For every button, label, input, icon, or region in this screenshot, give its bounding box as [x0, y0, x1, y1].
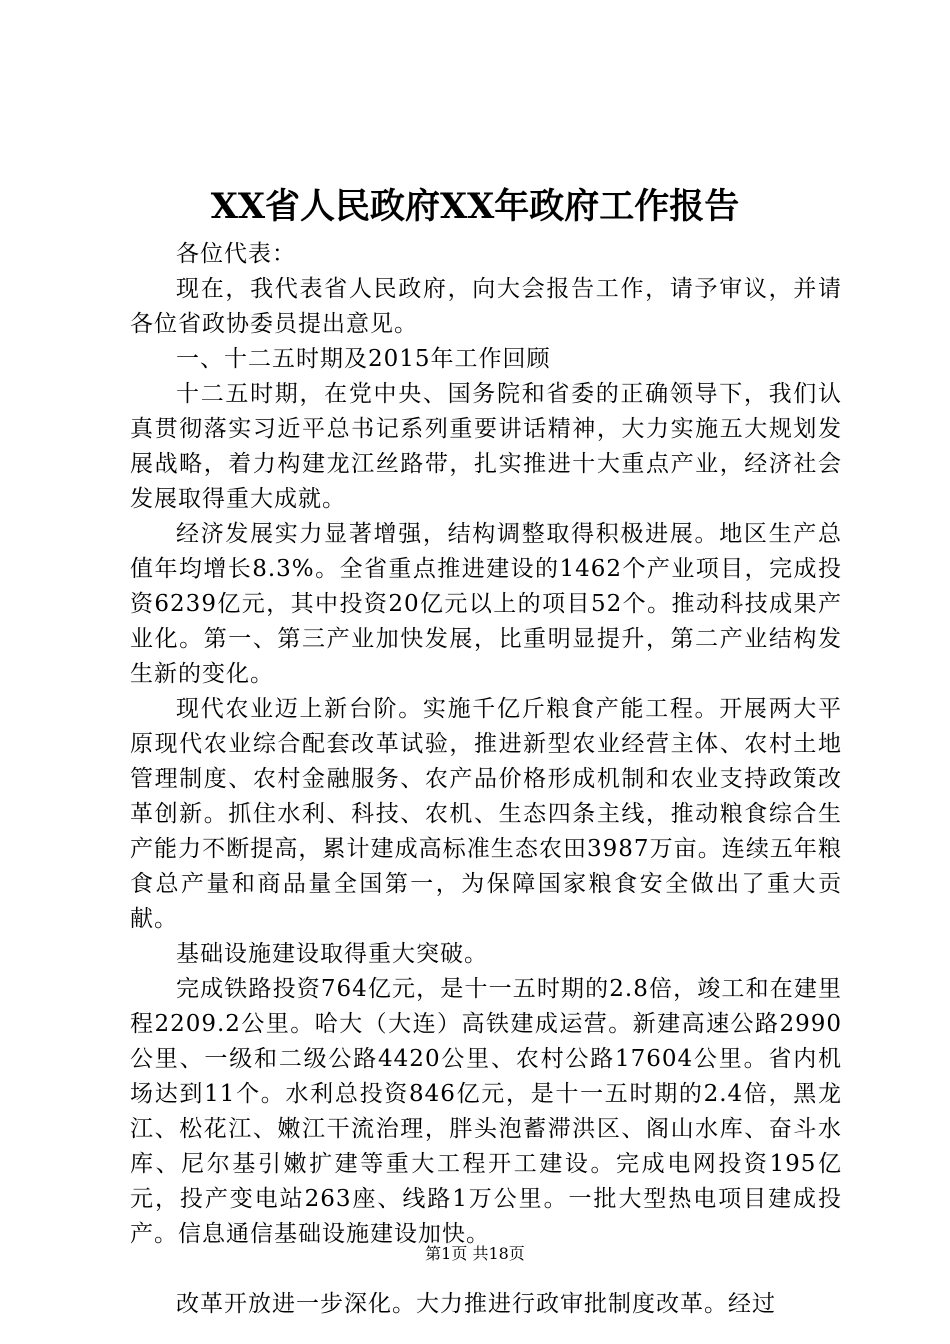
paragraph-salutation: 各位代表： [176, 241, 296, 267]
paragraph-economy: 经济发展实力显著增强，结构调整取得积极进展。地区生产总值年均增长8.3%。全省重点推进建设的1462个产业项目，完成投资6239亿元，其中投资20亿元以上的项目52个。推动科技成果产业化。第一、第三产业加快发展，比重明显提升，第二产业结构发生新的变化。 [130, 521, 842, 687]
paragraph-infrastructure: 完成铁路投资764亿元，是十一五时期的2.8倍，竣工和在建里程2209.2公里。哈大（大连）高铁建成运营。新建高速公路2990公里、一级和二级公路4420公里、农村公路17604公里。省内机场达到11个。水利总投资846亿元，是十一五时期的2.4倍，黑龙江、松花江、嫩江干流治理，胖头泡蓄滞洪区、阁山水库、奋斗水库、尼尔基引嫩扩建等重大工程开工建设。完成电网投资195亿元，投产变电站263座、线路1万公里。一批大型热电项目建成投产。信息通信基础设施建设加快。 [130, 976, 842, 1247]
paragraph-agriculture: 现代农业迈上新台阶。实施千亿斤粮食产能工程。开展两大平原现代农业综合配套改革试验，推进新型农业经营主体、农村土地管理制度、农村金融服务、农产品价格形成机制和农业支持政策改革创新。抓住水利、科技、农机、生态四条主线，推动粮食综合生产能力不断提高，累计建成高标准生态农田3987万亩。连续五年粮食总产量和商品量全国第一，为保障国家粮食安全做出了重大贡献。 [130, 696, 842, 932]
document-title: XX省人民政府XX年政府工作报告 [210, 186, 740, 227]
paragraph-reform: 改革开放进一步深化。大力推进行政审批制度改革。经过 [176, 1291, 776, 1317]
paragraph-intro: 现在，我代表省人民政府，向大会报告工作，请予审议，并请各位省政协委员提出意见。 [130, 276, 842, 337]
document-body [130, 237, 842, 1322]
paragraph-infrastructure-heading: 基础设施建设取得重大突破。 [176, 941, 488, 967]
section-heading: 一、十二五时期及2015年工作回顾 [176, 346, 551, 372]
page-footer: 第1页 共18页 [425, 1244, 525, 1263]
paragraph-overview: 十二五时期，在党中央、国务院和省委的正确领导下，我们认真贯彻落实习近平总书记系列重要讲话精神，大力实施五大规划发展战略，着力构建龙江丝路带，扎实推进十大重点产业，经济社会发展取得重大成就。 [130, 381, 842, 512]
